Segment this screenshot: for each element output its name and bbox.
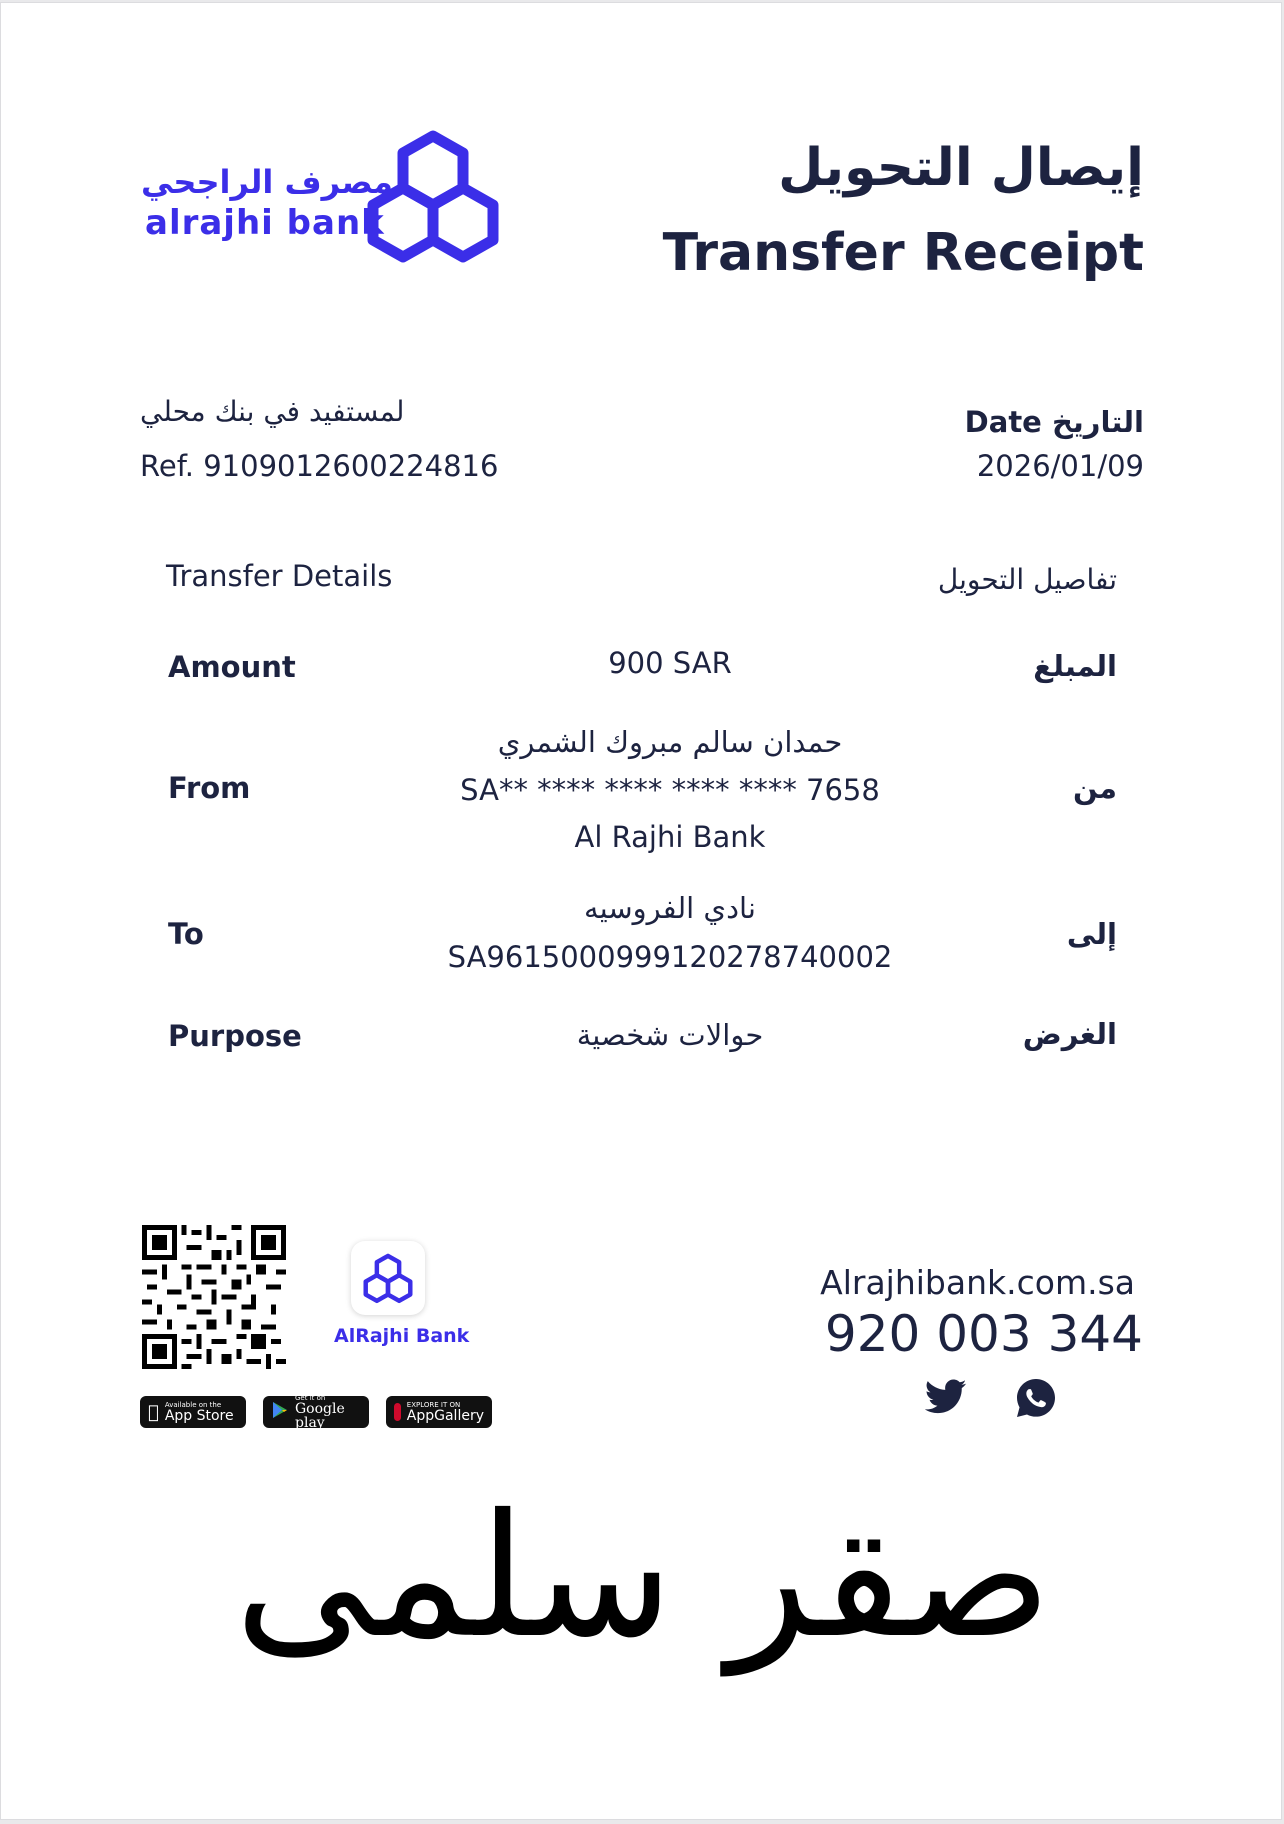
- google-play-small-text: Get it on: [295, 1393, 326, 1402]
- to-label-arabic: إلى: [1066, 917, 1117, 951]
- appgallery-small-text: EXPLORE IT ON: [406, 1400, 461, 1409]
- amount-value: 900 SAR: [608, 646, 732, 680]
- recipient-name: نادي الفروسيه: [584, 891, 756, 925]
- brand-name-english: alrajhi bank: [145, 203, 385, 243]
- app-store-small-text: Available on the: [154, 1400, 211, 1409]
- receipt-title-english: Transfer Receipt: [662, 223, 1144, 283]
- app-store-label: App Store: [154, 1407, 223, 1424]
- transfer-details-heading-arabic: تفاصيل التحويل: [937, 563, 1117, 596]
- purpose-value: حوالات شخصية: [576, 1018, 764, 1052]
- sender-name: حمدان سالم مبروك الشمري: [497, 725, 843, 759]
- recipient-iban: SA9615000999120278740002: [447, 940, 893, 974]
- sender-account: SA** **** **** **** **** 7658: [460, 773, 880, 807]
- brand-name-arabic: مصرف الراجحي: [141, 163, 393, 201]
- appgallery-badge[interactable]: [386, 1396, 492, 1428]
- app-name: AlRajhi Bank: [334, 1325, 470, 1347]
- from-label-arabic: من: [1072, 771, 1117, 805]
- sender-bank: Al Rajhi Bank: [574, 820, 766, 854]
- google-play-label: Google play: [295, 1400, 345, 1431]
- from-label: From: [168, 771, 251, 805]
- handwritten-signature: صقر سلمى: [234, 1478, 1052, 1676]
- amount-label-arabic: المبلغ: [1033, 649, 1117, 683]
- receipt-page: [0, 2, 1282, 1820]
- twitter-icon[interactable]: [925, 1379, 967, 1419]
- alrajhi-logo-small-icon: [362, 1252, 414, 1304]
- amount-label: Amount: [168, 650, 296, 684]
- qr-code: [142, 1225, 286, 1369]
- transfer-details-heading: Transfer Details: [166, 559, 393, 593]
- purpose-label-arabic: الغرض: [1022, 1017, 1117, 1051]
- reference-number: Ref. 9109012600224816: [140, 449, 499, 483]
- huawei-icon: [394, 1403, 401, 1421]
- to-label: To: [168, 917, 204, 951]
- website-link[interactable]: Alrajhibank.com.sa: [820, 1263, 1135, 1302]
- date-label: Date التاريخ: [964, 405, 1144, 439]
- purpose-label: Purpose: [168, 1019, 302, 1053]
- alrajhi-app-icon[interactable]: [351, 1241, 425, 1315]
- google-play-icon: [271, 1401, 289, 1423]
- beneficiary-type: لمستفيد في بنك محلي: [140, 395, 405, 428]
- appgallery-label: AppGallery: [406, 1407, 484, 1424]
- whatsapp-icon[interactable]: [1017, 1379, 1055, 1421]
- apple-icon: [148, 1402, 159, 1423]
- alrajhi-logo-icon: [363, 128, 503, 267]
- receipt-title-arabic: إيصال التحويل: [778, 138, 1144, 198]
- app-store-badge[interactable]: [140, 1396, 246, 1428]
- date-value: 2026/01/09: [976, 449, 1144, 483]
- google-play-badge[interactable]: [263, 1393, 369, 1431]
- phone-number[interactable]: 920 003 344: [824, 1305, 1143, 1363]
